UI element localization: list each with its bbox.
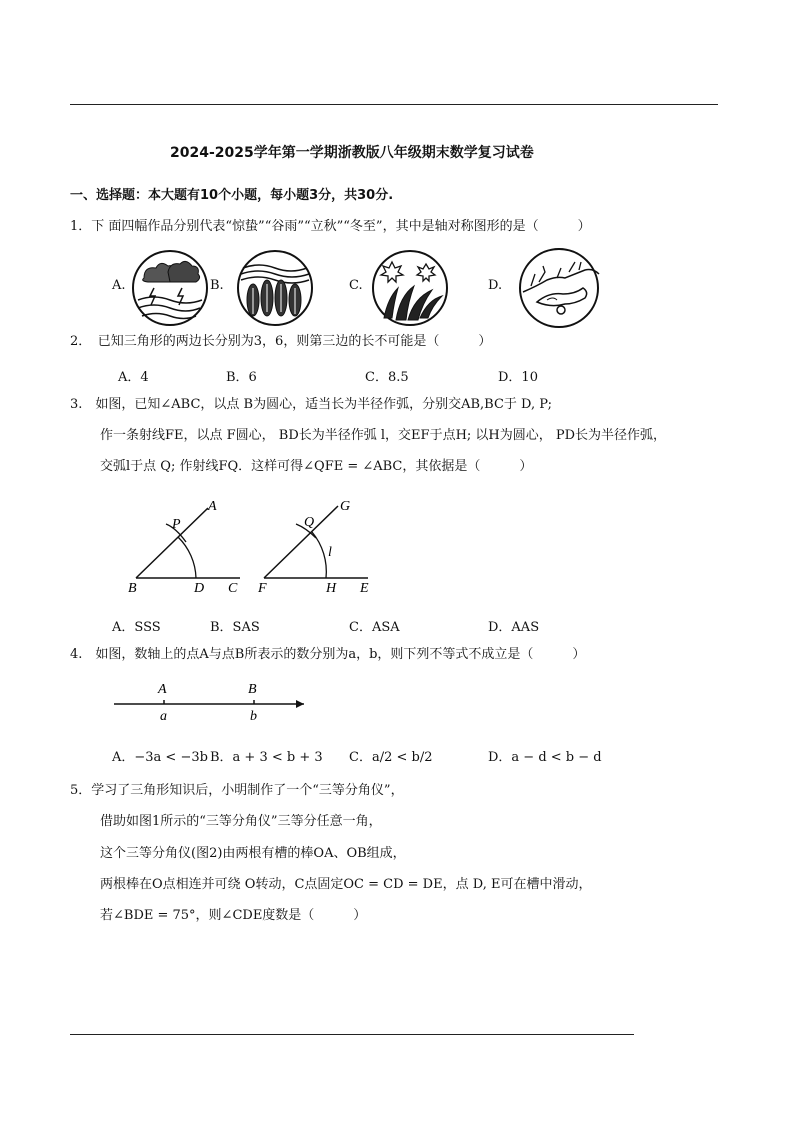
footer-rule: [70, 1034, 634, 1035]
q4-option-b: B．a + 3 < b + 3: [210, 750, 323, 765]
fig2-label-q: Q: [304, 515, 315, 530]
q2-stem: 2． 已知三角形的两边长分别为3，6，则第三边的长不可能是（ ）: [70, 334, 492, 349]
q5-line-3: 这个三等分角仪(图2)由两根有槽的棒OA、OB组成，: [100, 846, 406, 861]
q3-figure-2: [252, 494, 382, 598]
q5-line-4: 两根棒在O点相连并可绕 O转动，C点固定OC = CD = DE，点 D, E可在槽中滑动，: [100, 877, 592, 892]
fig1-label-c: C: [228, 581, 238, 596]
q4-option-a: A．−3a < −3b: [112, 750, 208, 765]
fig2-label-l: l: [328, 545, 332, 560]
q1-option-a-label: A.: [112, 278, 126, 293]
q1-option-d-image: [517, 246, 601, 330]
q4-stem: 4. 如图，数轴上的点A与点B所表示的数分别为a，b，则下列不等式不成立是（ ）: [70, 647, 586, 662]
q4-option-c: C．a/2 < b/2: [349, 750, 433, 765]
q3-option-d: D．AAS: [488, 620, 540, 635]
fig2-label-g: G: [340, 499, 351, 514]
q2-option-a: A．4: [118, 370, 149, 385]
q5-line-2: 借助如图1所示的“三等分角仪”三等分任意一角，: [100, 814, 382, 829]
q1-option-c-image: [370, 248, 450, 328]
fig1-label-a: A: [208, 499, 217, 514]
q5-line-5: 若∠BDE = 75°，则∠CDE度数是（ ）: [100, 908, 367, 923]
axis-point-a: A: [158, 682, 167, 697]
header-rule: [70, 104, 718, 105]
q1-stem: 1．下 面四幅作品分别代表“惊蛰”“谷雨”“立秋”“冬至”，其中是轴对称图形的是（ ）: [70, 219, 591, 234]
q3-line-2: 作一条射线FE，以点 F圆心， BD长为半径作弧 l，交EF于点H; 以H为圆心， PD长为半径作弧，: [100, 428, 667, 443]
q4-option-d: D．a − d < b − d: [488, 750, 602, 765]
q5-line-1: 5．学习了三角形知识后，小明制作了一个“三等分角仪”，: [70, 783, 404, 798]
fig1-label-b: B: [128, 581, 137, 596]
fig1-label-d: D: [194, 581, 205, 596]
fig2-label-e: E: [360, 581, 369, 596]
q1-option-d-label: D.: [488, 278, 503, 293]
fig2-label-f: F: [258, 581, 267, 596]
axis-point-b: B: [248, 682, 257, 697]
q2-option-c: C．8.5: [365, 370, 409, 385]
q1-option-c-label: C.: [349, 278, 363, 293]
page-title: 2024-2025学年第一学期浙教版八年级期末数学复习试卷: [170, 145, 534, 161]
q2-option-b: B．6: [226, 370, 257, 385]
fig1-label-p: P: [172, 517, 181, 532]
q3-line-3: 交弧l于点 Q; 作射线FQ．这样可得∠QFE = ∠ABC，其依据是（ ）: [100, 459, 533, 474]
q3-option-c: C．ASA: [349, 620, 400, 635]
q1-option-b-image: [235, 248, 315, 328]
q3-option-b: B．SAS: [210, 620, 260, 635]
q3-line-1: 3. 如图，已知∠ABC，以点 B为圆心，适当长为半径作弧，分别交AB,BC于 D, P;: [70, 397, 552, 412]
q3-option-a: A．SSS: [112, 620, 161, 635]
section-heading: 一、选择题：本大题有10个小题，每小题3分，共30分.: [70, 188, 394, 203]
q2-option-d: D．10: [498, 370, 538, 385]
q1-option-a-image: [130, 248, 210, 328]
q3-figure-1: [120, 494, 250, 598]
fig2-label-h: H: [326, 581, 337, 596]
q4-number-line: [108, 676, 318, 726]
q1-option-b-label: B.: [210, 278, 224, 293]
axis-value-b: b: [250, 709, 257, 724]
axis-value-a: a: [160, 709, 167, 724]
